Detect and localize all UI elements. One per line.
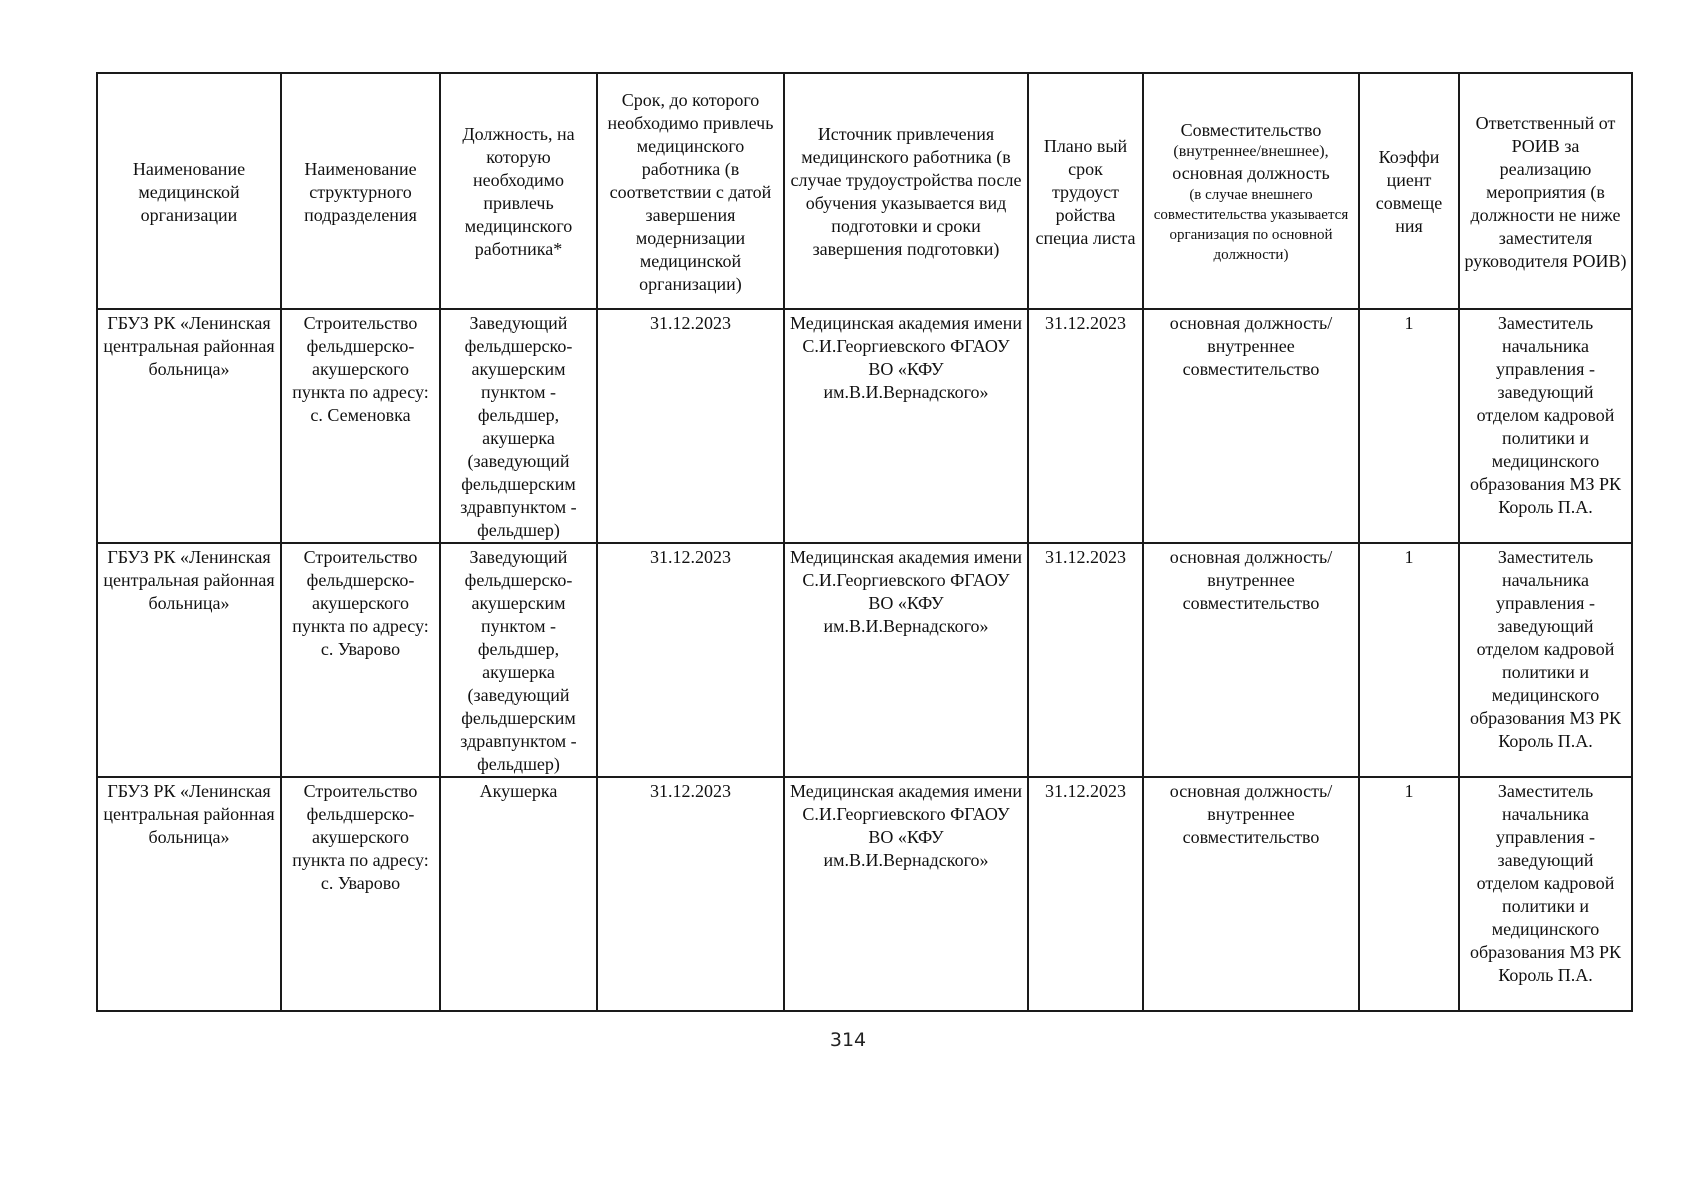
cell-unit-place: с. Семеновка — [310, 405, 411, 425]
cell-deadline: 31.12.2023 — [597, 777, 784, 1011]
header-combination-line4: (в случае внешнего совместительства указывается организация по основной должности) — [1153, 187, 1349, 263]
cell-unit-text: Строительство фельдшерско-акушерского пункта по адресу: — [292, 313, 429, 402]
cell-org: ГБУЗ РК «Ленинская центральная районная больница» — [97, 543, 281, 777]
header-combination-line2: (внутреннее/внешнее), — [1173, 143, 1329, 160]
cell-responsible: Заместитель начальника управления - заведующий отделом кадровой политики и медицинского образования МЗ РК Король П.А. — [1459, 777, 1632, 1011]
cell-position: Акушерка — [440, 777, 597, 1011]
header-combination — [1143, 73, 1359, 309]
cell-unit — [281, 543, 440, 777]
cell-org: ГБУЗ РК «Ленинская центральная районная больница» — [97, 309, 281, 543]
cell-source: Медицинская академия имени С.И.Георгиевского ФГАОУ ВО «КФУ им.В.И.Вернадского» — [784, 777, 1028, 1011]
header-responsible: Ответственный от РОИВ за реализацию мероприятия (в должности не ниже заместителя руководителя РОИВ) — [1459, 73, 1632, 309]
header-combination-line1: Совместительство — [1180, 120, 1322, 140]
cell-responsible: Заместитель начальника управления - заведующий отделом кадровой политики и медицинского образования МЗ РК Король П.А. — [1459, 309, 1632, 543]
page-number: 314 — [829, 1029, 867, 1051]
header-coef: Коэффи циент совмеще ния — [1359, 73, 1459, 309]
cell-planned: 31.12.2023 — [1028, 777, 1143, 1011]
header-deadline: Срок, до которого необходимо привлечь медицинского работника (в соответствии с датой завершения модернизации медицинской организации) — [597, 73, 784, 309]
staffing-table — [96, 72, 1633, 1012]
header-planned: Плано вый срок трудоуст ройства специа листа — [1028, 73, 1143, 309]
cell-combination: основная должность/ внутреннее совместительство — [1143, 543, 1359, 777]
cell-position: Заведующий фельдшерско-акушерским пунктом - фельдшер, акушерка (заведующий фельдшерским здравпунктом - фельдшер) — [440, 543, 597, 777]
cell-source: Медицинская академия имени С.И.Георгиевского ФГАОУ ВО «КФУ им.В.И.Вернадского» — [784, 543, 1028, 777]
table-row — [97, 543, 1632, 777]
cell-unit — [281, 777, 440, 1011]
cell-planned: 31.12.2023 — [1028, 543, 1143, 777]
table-row — [97, 309, 1632, 543]
cell-coef: 1 — [1359, 543, 1459, 777]
table-row — [97, 777, 1632, 1011]
header-combination-line3: основная должность — [1172, 163, 1330, 183]
header-row — [97, 73, 1632, 309]
cell-coef: 1 — [1359, 309, 1459, 543]
header-org: Наименование медицинской организации — [97, 73, 281, 309]
header-source: Источник привлечения медицинского работника (в случае трудоустройства после обучения указывается вид подготовки и сроки завершения подготовки) — [784, 73, 1028, 309]
cell-org: ГБУЗ РК «Ленинская центральная районная больница» — [97, 777, 281, 1011]
cell-combination: основная должность/ внутреннее совместительство — [1143, 777, 1359, 1011]
header-position: Должность, на которую необходимо привлечь медицинского работника* — [440, 73, 597, 309]
header-unit: Наименование структурного подразделения — [281, 73, 440, 309]
cell-unit-text: Строительство фельдшерско-акушерского пункта по адресу: — [292, 547, 429, 636]
cell-source: Медицинская академия имени С.И.Георгиевского ФГАОУ ВО «КФУ им.В.И.Вернадского» — [784, 309, 1028, 543]
cell-unit-text: Строительство фельдшерско-акушерского пункта по адресу: — [292, 781, 429, 870]
cell-planned: 31.12.2023 — [1028, 309, 1143, 543]
cell-responsible: Заместитель начальника управления - заведующий отделом кадровой политики и медицинского образования МЗ РК Король П.А. — [1459, 543, 1632, 777]
cell-deadline: 31.12.2023 — [597, 309, 784, 543]
cell-combination: основная должность/ внутреннее совместительство — [1143, 309, 1359, 543]
cell-unit-place: с. Уварово — [320, 873, 401, 893]
cell-position: Заведующий фельдшерско-акушерским пунктом - фельдшер, акушерка (заведующий фельдшерским здравпунктом - фельдшер) — [440, 309, 597, 543]
cell-deadline: 31.12.2023 — [597, 543, 784, 777]
cell-unit-place: с. Уварово — [320, 639, 401, 659]
cell-coef: 1 — [1359, 777, 1459, 1011]
cell-unit — [281, 309, 440, 543]
